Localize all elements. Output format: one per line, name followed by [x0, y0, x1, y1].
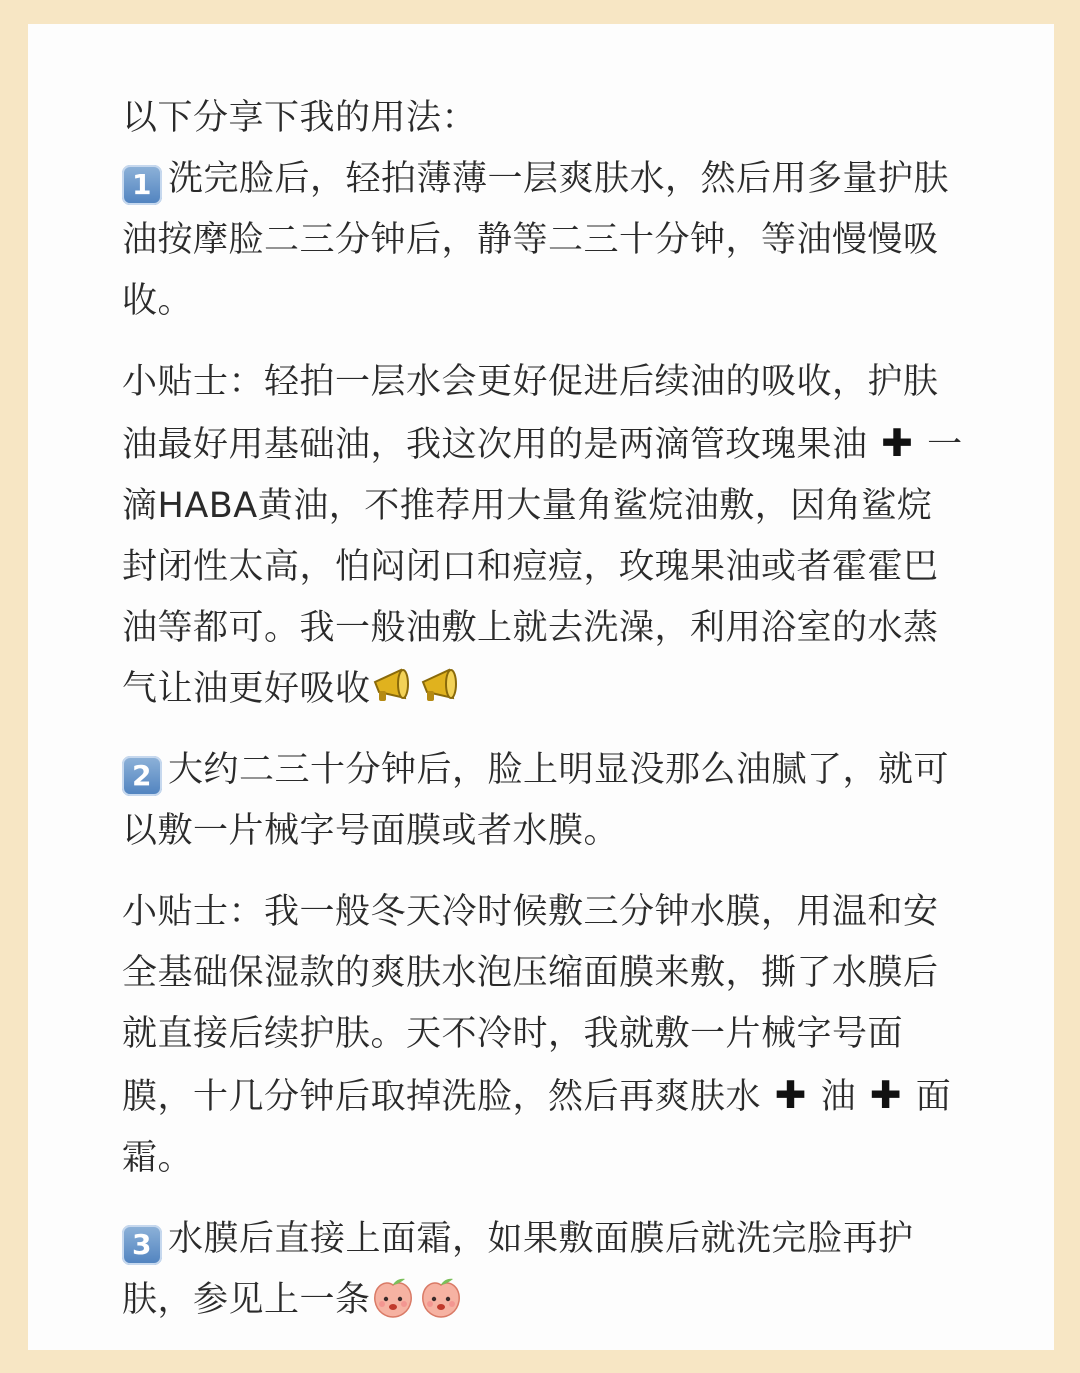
tip-2-line-2: 全基础保湿款的爽肤水泡压缩面膜来敷，撕了水膜后	[122, 953, 939, 993]
keycap-1-icon: 1	[122, 165, 162, 205]
tip-1-line-2: 油最好用基础油，我这次用的是两滴管玫瑰果油 ✚ 一	[122, 425, 963, 465]
post-content	[122, 88, 1022, 1331]
tip-1-line-5: 油等都可。我一般油敷上就去洗澡，利用浴室的水蒸	[122, 608, 939, 648]
step-1-line-3: 收。	[122, 281, 194, 321]
step-2-paragraph	[122, 740, 1022, 862]
plus-icon: ✚	[869, 1073, 903, 1117]
step-3-paragraph	[122, 1209, 1022, 1331]
plus-icon: ✚	[774, 1073, 807, 1117]
tip-1-paragraph	[122, 352, 1022, 720]
megaphone-icon	[419, 664, 463, 708]
step-1-line-1: 1 洗完脸后，轻拍薄薄一层爽肤水，然后用多量护肤	[122, 159, 949, 199]
paragraph-gap	[122, 1189, 1022, 1209]
intro-paragraph	[122, 88, 1022, 149]
step-2-line-1: 2 大约二三十分钟后，脸上明显没那么油腻了，就可	[122, 750, 949, 790]
tip-2-paragraph	[122, 882, 1022, 1189]
intro-text: 以下分享下我的用法：	[122, 98, 478, 138]
paragraph-gap	[122, 720, 1022, 740]
tip-1-line-1: 小贴士：轻拍一层水会更好促进后续油的吸收，护肤	[122, 362, 939, 402]
tip-2-line-1: 小贴士：我一般冬天冷时候敷三分钟水膜，用温和安	[122, 892, 939, 932]
keycap-3-icon: 3	[122, 1225, 162, 1265]
tip-1-line-3: 滴HABA黄油，不推荐用大量角鲨烷油敷，因角鲨烷	[122, 486, 933, 526]
post-card	[28, 24, 1054, 1350]
tip-2-line-3: 就直接后续护肤。天不冷时，我就敷一片械字号面	[122, 1014, 904, 1054]
peach-face-icon	[419, 1275, 463, 1319]
paragraph-gap	[122, 862, 1022, 882]
peach-face-icon	[371, 1275, 415, 1319]
tip-1-line-6: 气让油更好吸收	[122, 669, 467, 709]
paragraph-gap	[122, 332, 1022, 352]
step-3-line-2: 肤，参见上一条	[122, 1280, 467, 1320]
step-3-line-1: 3 水膜后直接上面霜，如果敷面膜后就洗完脸再护	[122, 1219, 914, 1259]
megaphone-icon	[371, 664, 415, 708]
step-1-line-2: 油按摩脸二三分钟后，静等二三十分钟，等油慢慢吸	[122, 220, 939, 260]
tip-2-line-4: 膜，十几分钟后取掉洗脸，然后再爽肤水 ✚ 油 ✚ 面	[122, 1077, 951, 1117]
step-1-paragraph	[122, 149, 1022, 332]
keycap-2-icon: 2	[122, 756, 162, 796]
tip-1-line-4: 封闭性太高，怕闷闭口和痘痘，玫瑰果油或者霍霍巴	[122, 547, 939, 587]
tip-2-line-5: 霜。	[122, 1138, 194, 1178]
step-2-line-2: 以敷一片械字号面膜或者水膜。	[122, 811, 620, 851]
plus-icon: ✚	[881, 421, 914, 465]
